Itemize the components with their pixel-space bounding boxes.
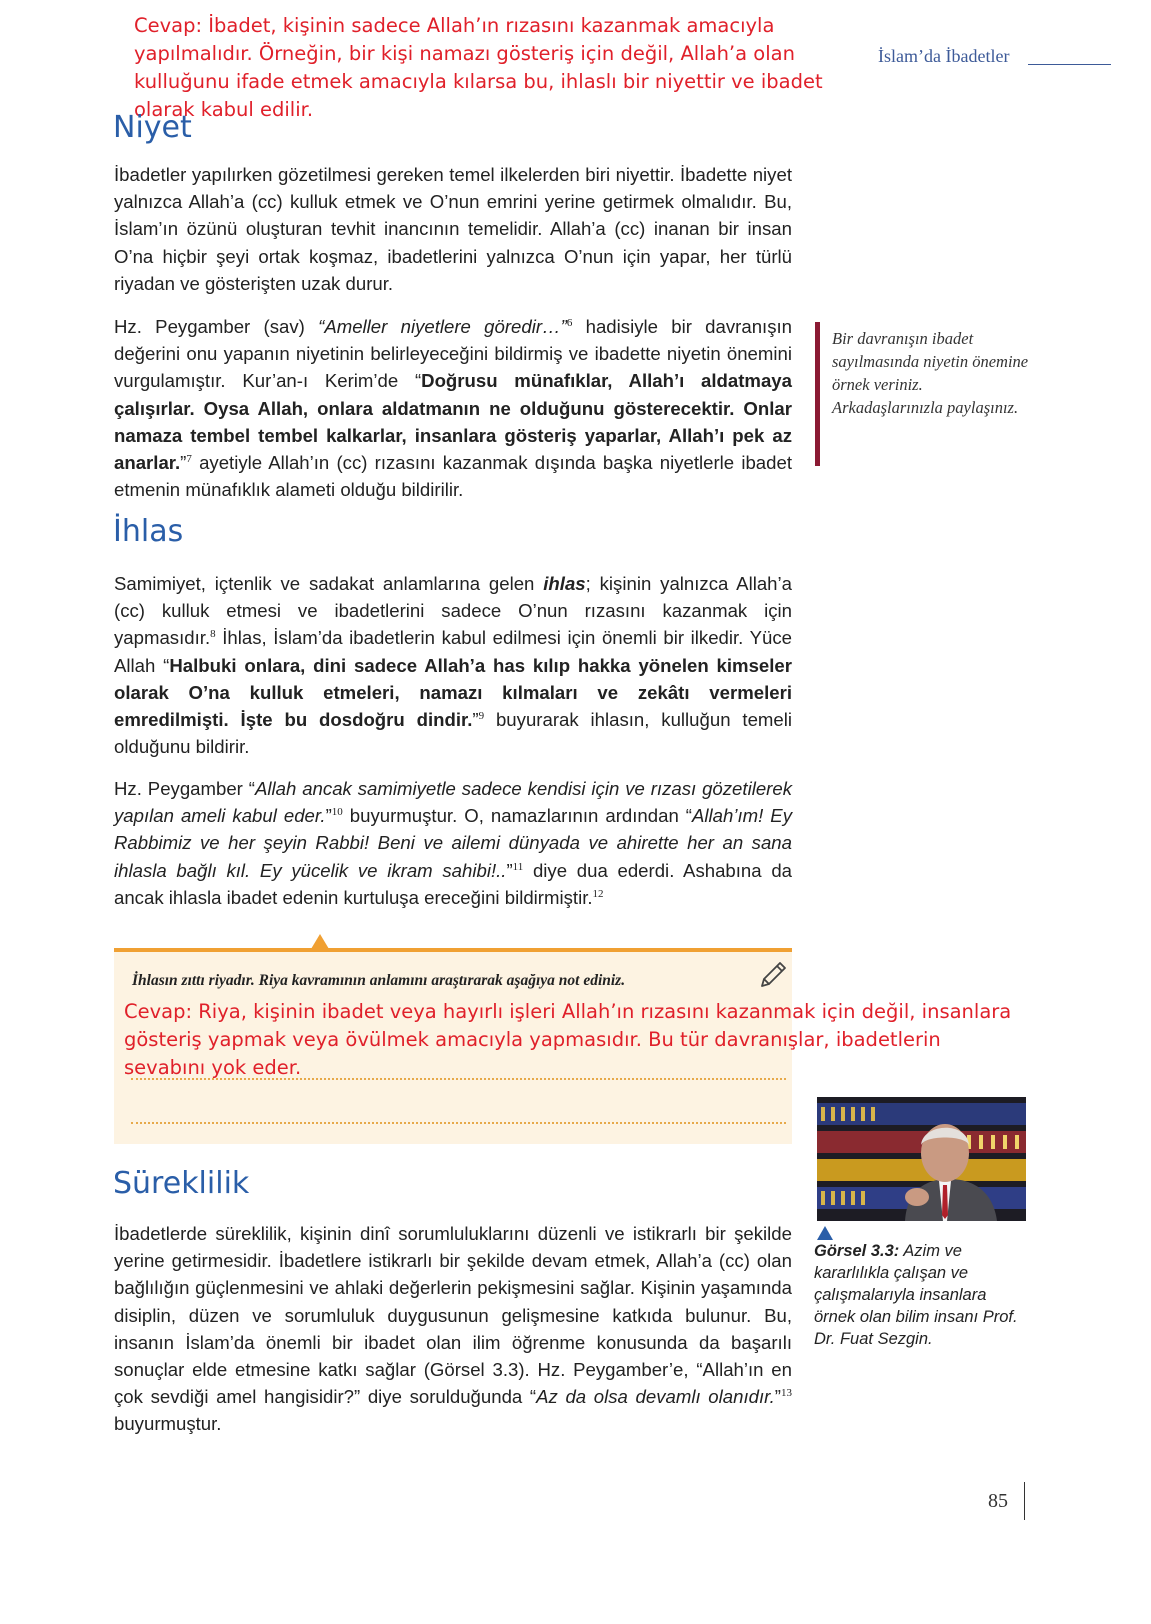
- niyet-paragraph-2: Hz. Peygamber (sav) “Ameller niyetlere göredir…”$^6$ hadisiyle bir davranışın değerini onu yapanın niyetinin belirleyeceğini bildirmiş ve ibadette niyetin önemini vurgulamıştır. Kur’an-ı Kerim’de “Doğrusu münafıklar, Allah’ı aldatmaya çalışırlar. Oysa Allah, onlara aldatmanın ne olduğunu gösterecektir. Onlar namaza tembel tembel kalkarlar, insanlara gösteriş yaparlar, Allah’ı pek az anarlar.”$^7$ ayetiyle Allah’ın (cc) rızasını kazanmak dışında başka niyetlerle ibadet etmenin münafıklık alameti olduğu bildirilir.: [114, 316, 793, 501]
- footnote-ref: 12: [592, 887, 604, 900]
- sureklilik-paragraph: İbadetlerde süreklilik, kişinin dinî sorumluluklarını düzenli ve istikrarlı bir şekilde yerine getirmesidir. İbadetlere istikrarlı bir şekilde devam etmek, Allah’a (cc) olan bağlılığın güçlenmesini ve ahlaki değerlerin pekişmesini sağlar. Kişinin yaşamında disiplin, düzen ve sorumluluk duygusunun gelişmesine katkıda bulunur. Bu, insanın İslam’da önemli bir ibadet olan ilim öğrenme konusunda da başarılı sonuçlar elde etmesine katkı sağlar (Görsel 3.3). Hz. Peygamber’e, “Allah’ın en çok sevdiği amel hangisidir?” diye sorulduğunda “Az da olsa devamlı olanıdır.”$^{13}$ buyurmuştur.: [114, 1223, 792, 1435]
- section-heading-ihlas: İhlas: [113, 514, 184, 549]
- chapter-title: İslam’da İbadetler: [878, 46, 1010, 66]
- figure-caption: Görsel 3.3: Azim ve kararlılıkla çalışan ve çalışmalarıyla insanlara örnek olan bilim insanı Prof. Dr. Fuat Sezgin.: [814, 1242, 1018, 1348]
- section-heading-sureklilik: Süreklilik: [113, 1166, 250, 1201]
- niyet-paragraph-1: İbadetler yapılırken gözetilmesi gereken temel ilkelerden biri niyettir. İbadette niyet yalnızca Allah’a (cc) kulluk etmek ve O’nun emrini yerine getirmek olmalıdır. Bu, İslam’ın özünü oluşturan tevhit inancının temelidir. Allah’a (cc) inanan bir insan O’na hiçbir şeyi ortak koşmaz, ibadetlerini yalnızca O’nun için yapar, her türlü riyadan ve gösterişten uzak durur.: [114, 164, 792, 294]
- footnote-ref: 11: [512, 860, 524, 873]
- page-number-rule: [1024, 1482, 1025, 1520]
- footnote-ref: 7: [186, 452, 192, 465]
- page-number: 85: [988, 1490, 1008, 1512]
- pencil-icon: [758, 955, 790, 987]
- answer-line: [131, 1078, 786, 1080]
- footnote-ref: 6: [566, 316, 573, 329]
- answer-text-top: Cevap: İbadet, kişinin sadece Allah’ın rızasını kazanmak amacıyla yapılmalıdır. Örneğin, bir kişi namazı gösteriş için değil, Allah’a olan kulluğunu ifade etmek amacıyla kılarsa bu, ihlaslı bir niyettir ve ibadet olarak kabul edilir.: [134, 14, 823, 121]
- ihlas-paragraph-1: Samimiyet, içtenlik ve sadakat anlamlarına gelen ihlas; kişinin yalnızca Allah’a (cc) kulluk etmesi ve ibadetlerini sadece O’nun rızasını kazanmak için yapmasıdır.$^8$ İhlas, İslam’da ibadetlerin kabul edilmesi için önemli bir ilkedir. Yüce Allah “Halbuki onlara, dini sadece Allah’a has kılıp hakka yönelen kimseler olarak O’na kulluk etmeleri, namazı kılmaları ve zekâtı vermeleri emredilmişti. İşte bu dosdoğru dindir.”$^9$ buyurarak ihlasın, kulluğun temeli olduğunu bildirir.: [114, 573, 792, 758]
- activity-box-top-border: [114, 948, 792, 952]
- footnote-ref: 13: [781, 1387, 792, 1400]
- activity-answer: Cevap: Riya, kişinin ibadet veya hayırlı işleri Allah’ın rızasını kazanmak için değil, insanlara gösteriş yapmak veya övülmek amacıyla yapmasıdır. Bu tür davranışlar, ibadetlerin sevabını yok eder.: [124, 1000, 1012, 1079]
- triangle-pointer-icon: [817, 1226, 833, 1240]
- footnote-ref: 8: [210, 628, 216, 641]
- portrait-photo: [817, 1097, 1026, 1221]
- triangle-marker-icon: [311, 934, 329, 949]
- answer-line: [131, 1122, 786, 1124]
- header-rule: [1028, 64, 1111, 65]
- footnote-ref: 9: [478, 709, 485, 722]
- side-note: Bir davranışın ibadet sayılmasında niyetin önemine örnek veriniz. Arkadaşlarınızla paylaşınız.: [832, 329, 1029, 417]
- section-heading-niyet: Niyet: [113, 110, 192, 145]
- activity-prompt: İhlasın zıttı riyadır. Riya kavramının anlamını araştırarak aşağıya not ediniz.: [132, 972, 626, 989]
- side-note-bar: [815, 322, 820, 466]
- footnote-ref: 10: [331, 806, 343, 819]
- ihlas-paragraph-2: Hz. Peygamber “Allah ancak samimiyetle sadece kendisi için ve rızası gözetilerek yapılan ameli kabul eder.”$^{10}$ buyurmuştur. O, namazlarının ardından “Allah’ım! Ey Rabbimiz ve her şeyin Rabbi! Beni ve ailemi dünyada ve ahirette her an sana ihlasla bağlı kıl. Ey yücelik ve ikram sahibi!..”$^{11}$ diye dua ederdi. Ashabına da ancak ihlasla ibadet edenin kurtuluşa ereceğini bildirmiştir.$^{12}$: [114, 778, 792, 908]
